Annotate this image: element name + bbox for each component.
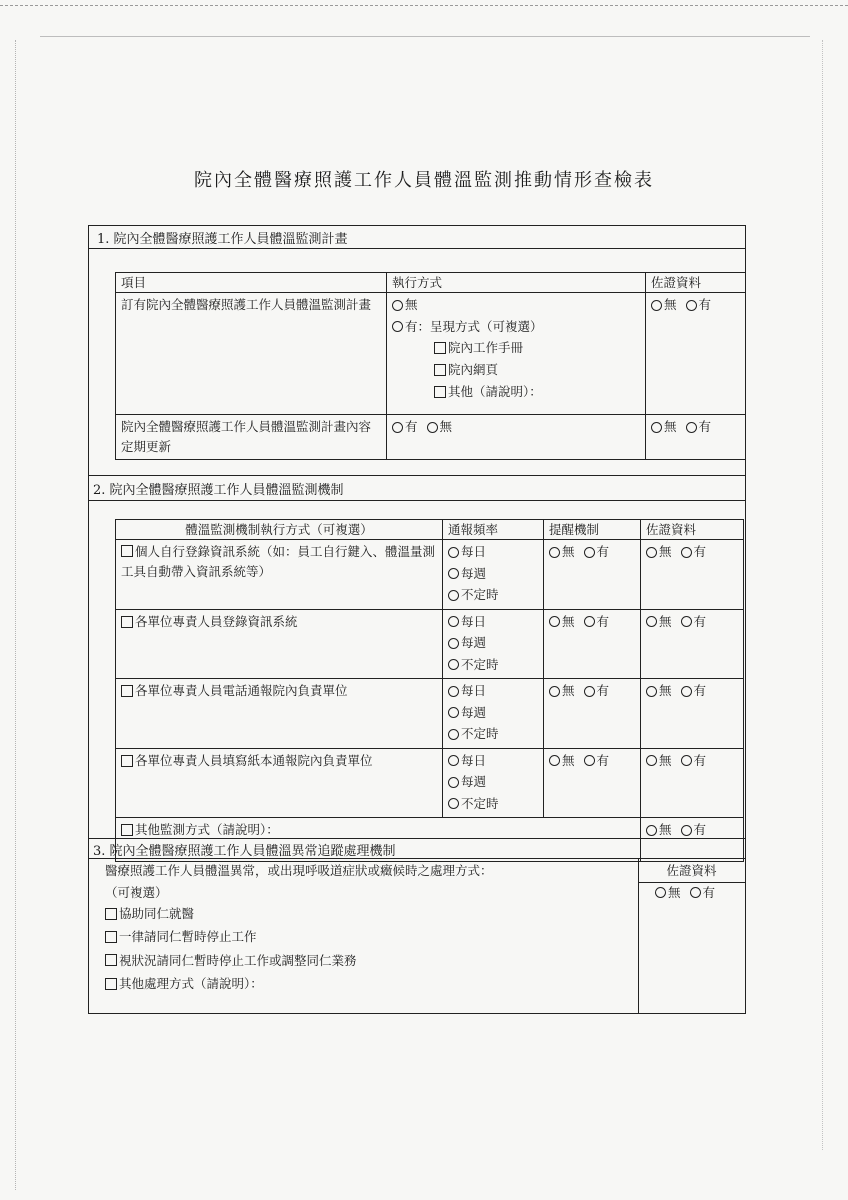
table-row xyxy=(116,679,744,749)
exec-cell xyxy=(387,293,646,415)
radio-circle-icon xyxy=(549,547,560,558)
method-cell xyxy=(116,609,443,679)
evidence-cell xyxy=(646,415,746,460)
radio-circle-icon xyxy=(448,659,459,670)
checkbox-square-icon xyxy=(105,978,117,990)
radio-circle-icon xyxy=(448,638,459,649)
checkbox-method-paper-report[interactable]: 各單位專責人員填寫紙本通報院內負責單位 xyxy=(121,751,373,771)
checkbox-method-phone-report[interactable]: 各單位專責人員電話通報院內負責單位 xyxy=(121,681,348,701)
radio-exec-none[interactable]: 無 xyxy=(427,417,453,437)
radio-evidence-yes[interactable]: 有 xyxy=(681,542,707,562)
section3-multi-note: （可複選） xyxy=(105,884,168,900)
freq-cell xyxy=(443,609,544,679)
evidence-cell xyxy=(641,748,744,818)
radio-freq-daily[interactable]: 每日 xyxy=(448,542,486,562)
evidence-cell xyxy=(646,293,746,415)
radio-circle-icon xyxy=(427,422,438,433)
radio-freq-weekly[interactable]: 每週 xyxy=(448,564,486,584)
divider xyxy=(89,858,745,859)
radio-circle-icon xyxy=(448,616,459,627)
radio-freq-weekly[interactable]: 每週 xyxy=(448,633,486,653)
radio-freq-weekly[interactable]: 每週 xyxy=(448,772,486,792)
scan-edge-top xyxy=(0,0,848,6)
item-cell: 院內全體醫療照護工作人員體溫監測計畫內容定期更新 xyxy=(116,415,387,460)
radio-circle-icon xyxy=(448,568,459,579)
radio-remind-yes[interactable]: 有 xyxy=(584,751,610,771)
radio-freq-weekly[interactable]: 每週 xyxy=(448,703,486,723)
checkbox-square-icon xyxy=(121,545,133,557)
scan-edge-left xyxy=(15,40,17,1190)
radio-freq-irregular[interactable]: 不定時 xyxy=(448,794,499,814)
freq-cell xyxy=(443,540,544,610)
radio-remind-yes[interactable]: 有 xyxy=(584,542,610,562)
remind-cell xyxy=(544,540,641,610)
checklist-form xyxy=(88,225,746,1014)
radio-remind-none[interactable]: 無 xyxy=(549,681,575,701)
scan-edge-right xyxy=(822,40,824,1150)
radio-circle-icon xyxy=(584,755,595,766)
divider xyxy=(89,475,745,476)
radio-evidence-yes[interactable]: 有 xyxy=(690,882,716,904)
remind-cell xyxy=(544,679,641,749)
evidence-cell xyxy=(641,609,744,679)
exec-cell xyxy=(387,415,646,460)
radio-circle-icon xyxy=(690,887,701,898)
radio-circle-icon xyxy=(686,422,697,433)
section3-title: 3. 院內全體醫療照護工作人員體溫異常追蹤處理機制 xyxy=(93,844,396,859)
checkbox-adjust-duty[interactable]: 視狀況請同仁暫時停止工作或調整同仁業務 xyxy=(105,950,357,972)
radio-circle-icon xyxy=(681,547,692,558)
radio-remind-yes[interactable]: 有 xyxy=(584,612,610,632)
radio-circle-icon xyxy=(681,755,692,766)
radio-evidence-none[interactable]: 無 xyxy=(646,681,672,701)
radio-evidence-yes[interactable]: 有 xyxy=(686,417,712,437)
radio-evidence-none[interactable]: 無 xyxy=(646,820,672,840)
radio-evidence-none[interactable]: 無 xyxy=(646,612,672,632)
checkbox-square-icon xyxy=(105,908,117,920)
radio-evidence-none[interactable]: 無 xyxy=(655,882,681,904)
radio-circle-icon xyxy=(392,321,403,332)
evidence-cell xyxy=(641,818,744,862)
radio-remind-none[interactable]: 無 xyxy=(549,542,575,562)
radio-exec-yes[interactable]: 有：呈現方式（可複選） xyxy=(392,317,543,337)
radio-circle-icon xyxy=(549,686,560,697)
checkbox-square-icon xyxy=(121,616,133,628)
col-header-item: 項目 xyxy=(116,273,387,293)
radio-evidence-yes[interactable]: 有 xyxy=(681,820,707,840)
section1-table xyxy=(115,272,746,460)
radio-circle-icon xyxy=(584,547,595,558)
radio-freq-irregular[interactable]: 不定時 xyxy=(448,724,499,744)
divider xyxy=(89,500,745,501)
checkbox-webpage[interactable]: 院內網頁 xyxy=(434,360,498,380)
radio-circle-icon xyxy=(448,547,459,558)
checkbox-method-other[interactable]: 其他監測方式（請說明）： xyxy=(121,820,279,840)
col-header-evidence: 佐證資料 xyxy=(641,520,744,540)
radio-evidence-none[interactable]: 無 xyxy=(646,751,672,771)
radio-freq-daily[interactable]: 每日 xyxy=(448,751,486,771)
radio-evidence-none[interactable]: 無 xyxy=(651,295,677,315)
checkbox-square-icon xyxy=(434,364,446,376)
freq-cell xyxy=(443,748,544,818)
col-header-exec: 執行方式 xyxy=(387,273,646,293)
checkbox-square-icon xyxy=(105,931,117,943)
radio-circle-icon xyxy=(651,300,662,311)
checkbox-method-self-entry[interactable]: 個人自行登錄資訊系統（如：員工自行鍵入、體溫量測工具自動帶入資訊系統等） xyxy=(121,544,436,579)
divider xyxy=(89,248,745,249)
radio-circle-icon xyxy=(584,686,595,697)
section1-title: 1. 院內全體醫療照護工作人員體溫監測計畫 xyxy=(97,232,348,247)
remind-cell xyxy=(544,748,641,818)
section2-title: 2. 院內全體醫療照護工作人員體溫監測機制 xyxy=(93,483,344,498)
radio-circle-icon xyxy=(448,590,459,601)
radio-circle-icon xyxy=(686,300,697,311)
radio-exec-none[interactable]: 無 xyxy=(392,295,418,315)
remind-cell xyxy=(544,609,641,679)
radio-circle-icon xyxy=(448,729,459,740)
section2-table xyxy=(115,519,744,862)
radio-circle-icon xyxy=(646,616,657,627)
radio-circle-icon xyxy=(655,887,666,898)
table-row xyxy=(116,609,744,679)
col-header-freq: 通報頻率 xyxy=(443,520,544,540)
checkbox-square-icon xyxy=(434,342,446,354)
method-cell xyxy=(116,540,443,610)
radio-circle-icon xyxy=(448,686,459,697)
col-header-remind: 提醒機制 xyxy=(544,520,641,540)
checkbox-square-icon xyxy=(121,824,133,836)
evidence-cell xyxy=(641,679,744,749)
radio-circle-icon xyxy=(448,707,459,718)
method-cell xyxy=(116,679,443,749)
radio-circle-icon xyxy=(681,686,692,697)
radio-circle-icon xyxy=(681,616,692,627)
radio-freq-daily[interactable]: 每日 xyxy=(448,681,486,701)
document-title: 院內全體醫療照護工作人員體溫監測推動情形查檢表 xyxy=(194,170,654,191)
radio-evidence-yes[interactable]: 有 xyxy=(681,751,707,771)
radio-circle-icon xyxy=(448,798,459,809)
table-row xyxy=(116,293,746,415)
radio-circle-icon xyxy=(646,825,657,836)
radio-circle-icon xyxy=(392,422,403,433)
radio-remind-yes[interactable]: 有 xyxy=(584,681,610,701)
checkbox-square-icon xyxy=(105,954,117,966)
table-row xyxy=(116,540,744,610)
radio-circle-icon xyxy=(584,616,595,627)
section3-body xyxy=(105,860,635,996)
divider xyxy=(89,838,745,839)
radio-circle-icon xyxy=(448,755,459,766)
table-row xyxy=(116,748,744,818)
checkbox-assist-medical[interactable]: 協助同仁就醫 xyxy=(105,903,194,925)
col-header-method: 體溫監測機制執行方式（可複選） xyxy=(116,520,443,540)
checkbox-square-icon xyxy=(121,685,133,697)
radio-exec-yes[interactable]: 有 xyxy=(392,417,418,437)
radio-freq-irregular[interactable]: 不定時 xyxy=(448,655,499,675)
checkbox-square-icon xyxy=(121,755,133,767)
radio-circle-icon xyxy=(549,755,560,766)
radio-circle-icon xyxy=(646,686,657,697)
radio-circle-icon xyxy=(646,755,657,766)
radio-circle-icon xyxy=(651,422,662,433)
evidence-options xyxy=(655,882,745,905)
table-row xyxy=(116,415,746,460)
col-header-evidence: 佐證資料 xyxy=(646,273,746,293)
radio-circle-icon xyxy=(681,825,692,836)
radio-freq-irregular[interactable]: 不定時 xyxy=(448,585,499,605)
radio-circle-icon xyxy=(392,300,403,311)
radio-evidence-yes[interactable]: 有 xyxy=(681,612,707,632)
radio-circle-icon xyxy=(549,616,560,627)
radio-evidence-yes[interactable]: 有 xyxy=(686,295,712,315)
evidence-header: 佐證資料 xyxy=(666,863,717,878)
checkbox-stop-work[interactable]: 一律請同仁暫時停止工作 xyxy=(105,926,257,948)
radio-remind-none[interactable]: 無 xyxy=(549,612,575,632)
radio-circle-icon xyxy=(646,547,657,558)
checkbox-handbook[interactable]: 院內工作手冊 xyxy=(434,338,523,358)
checkbox-method-unit-entry[interactable]: 各單位專責人員登錄資訊系統 xyxy=(121,612,298,632)
radio-circle-icon xyxy=(448,777,459,788)
section3-question: 醫療照護工作人員體溫異常，或出現呼吸道症狀或癥候時之處理方式： xyxy=(105,863,493,878)
radio-evidence-yes[interactable]: 有 xyxy=(681,681,707,701)
checkbox-other-handling[interactable]: 其他處理方式（請說明）： xyxy=(105,973,263,995)
item-cell: 訂有院內全體醫療照護工作人員體溫監測計畫 xyxy=(116,293,387,415)
freq-cell xyxy=(443,679,544,749)
evidence-cell xyxy=(641,540,744,610)
checkbox-other[interactable]: 其他（請說明）： xyxy=(434,382,542,402)
radio-evidence-none[interactable]: 無 xyxy=(646,542,672,562)
scan-artifact-line xyxy=(40,36,810,37)
radio-remind-none[interactable]: 無 xyxy=(549,751,575,771)
radio-evidence-none[interactable]: 無 xyxy=(651,417,677,437)
method-cell xyxy=(116,748,443,818)
radio-freq-daily[interactable]: 每日 xyxy=(448,612,486,632)
checkbox-square-icon xyxy=(434,386,446,398)
